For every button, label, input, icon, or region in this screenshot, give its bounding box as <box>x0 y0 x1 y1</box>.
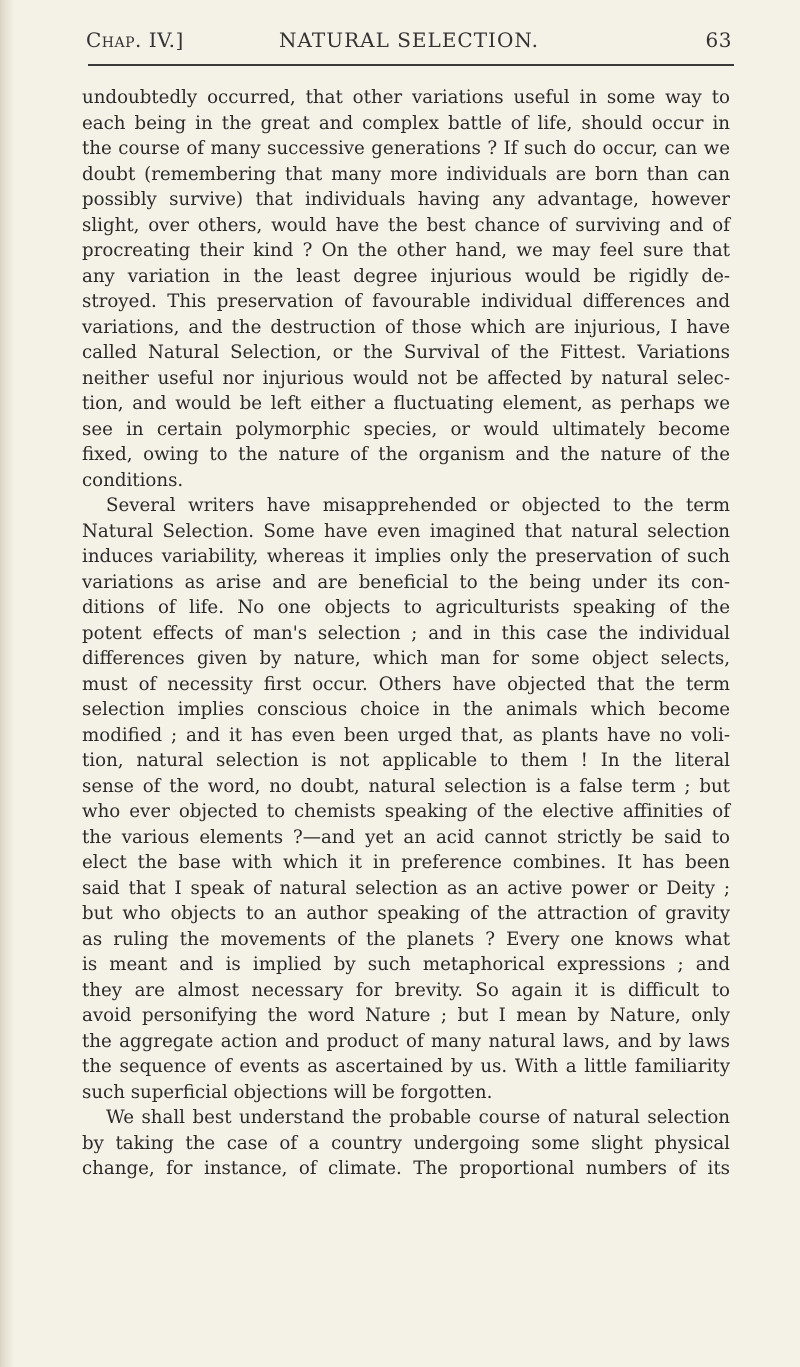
text-line: tion, and would be left either a fluctuating element, as perhaps we <box>82 393 730 414</box>
text-line: undoubtedly occurred, that other variations useful in some way to <box>82 87 730 108</box>
page-number: 63 <box>705 28 732 52</box>
text-line: any variation in the least degree injurious would be rigidly de- <box>82 265 730 287</box>
text-line: fixed, owing to the nature of the organism and the nature of the <box>82 444 730 465</box>
text-line: We shall best understand the probable course of natural selection <box>106 1107 730 1128</box>
text-line: variations, and the destruction of those which are injurious, I have <box>82 316 730 338</box>
text-line: must of necessity first occur. Others have objected that the term <box>82 673 730 695</box>
text-line: modified ; and it has even been urged that, as plants have no voli- <box>82 724 730 746</box>
text-line: stroyed. This preservation of favourable individual differences and <box>82 291 730 312</box>
body-text <box>82 85 730 1182</box>
text-line: Several writers have misapprehended or objected to the term <box>106 495 730 516</box>
text-line: they are almost necessary for brevity. So again it is difficult to <box>82 979 730 1001</box>
text-line: induces variability, whereas it implies only the preservation of such <box>82 546 730 567</box>
text-line: sense of the word, no doubt, natural selection is a false term ; but <box>82 775 730 797</box>
text-line: slight, over others, would have the best chance of surviving and of <box>82 214 730 236</box>
text-line: doubt (remembering that many more individuals are born than can <box>82 163 730 185</box>
text-line: the aggregate action and product of many natural laws, and by laws <box>82 1030 730 1052</box>
text-line: possibly survive) that individuals having any advantage, however <box>82 189 730 210</box>
text-line: ditions of life. No one objects to agriculturists speaking of the <box>82 597 730 618</box>
text-line: elect the base with which it in preference combines. It has been <box>82 852 730 873</box>
text-line: is meant and is implied by such metaphorical expressions ; and <box>82 954 730 975</box>
header-rule <box>88 64 734 66</box>
text-line: tion, natural selection is not applicable to them ! In the literal <box>82 750 730 771</box>
text-line: said that I speak of natural selection as an active power or Deity ; <box>82 877 730 899</box>
text-line: but who objects to an author speaking of the attraction of gravity <box>82 903 730 924</box>
text-line: who ever objected to chemists speaking of the elective affinities of <box>82 801 730 822</box>
text-line: variations as arise and are beneficial to the being under its con- <box>82 571 730 593</box>
text-line: each being in the great and complex battle of life, should occur in <box>82 112 730 134</box>
text-line: called Natural Selection, or the Survival of the Fittest. Variations <box>82 342 730 363</box>
text-line: neither useful nor injurious would not be affected by natural selec- <box>82 367 730 389</box>
text-line: by taking the case of a country undergoing some slight physical <box>82 1132 730 1154</box>
text-line: such superficial objections will be forgotten. <box>82 1081 493 1103</box>
text-line: the course of many successive generations ? If such do occur, can we <box>82 138 730 159</box>
text-line: conditions. <box>82 469 184 491</box>
text-line: see in certain polymorphic species, or would ultimately become <box>82 418 730 440</box>
chapter-label: Chap. IV.] <box>86 28 184 52</box>
running-header <box>86 28 732 58</box>
text-line: Natural Selection. Some have even imagined that natural selection <box>82 520 730 542</box>
text-line: procreating their kind ? On the other hand, we may feel sure that <box>82 240 730 261</box>
text-line: the sequence of events as ascertained by us. With a little familiarity <box>82 1056 730 1077</box>
binding-edge <box>0 0 14 1367</box>
text-line: the various elements ?—and yet an acid cannot strictly be said to <box>82 826 730 848</box>
text-line: change, for instance, of climate. The proportional numbers of its <box>82 1158 730 1179</box>
text-line: avoid personifying the word Nature ; but I mean by Nature, only <box>82 1005 730 1026</box>
text-line: as ruling the movements of the planets ? Every one knows what <box>82 928 730 950</box>
running-title: NATURAL SELECTION. <box>279 28 539 52</box>
text-line: differences given by nature, which man for some object selects, <box>82 648 730 669</box>
text-line: potent effects of man's selection ; and in this case the individual <box>82 622 730 644</box>
text-line: selection implies conscious choice in the animals which become <box>82 699 730 720</box>
